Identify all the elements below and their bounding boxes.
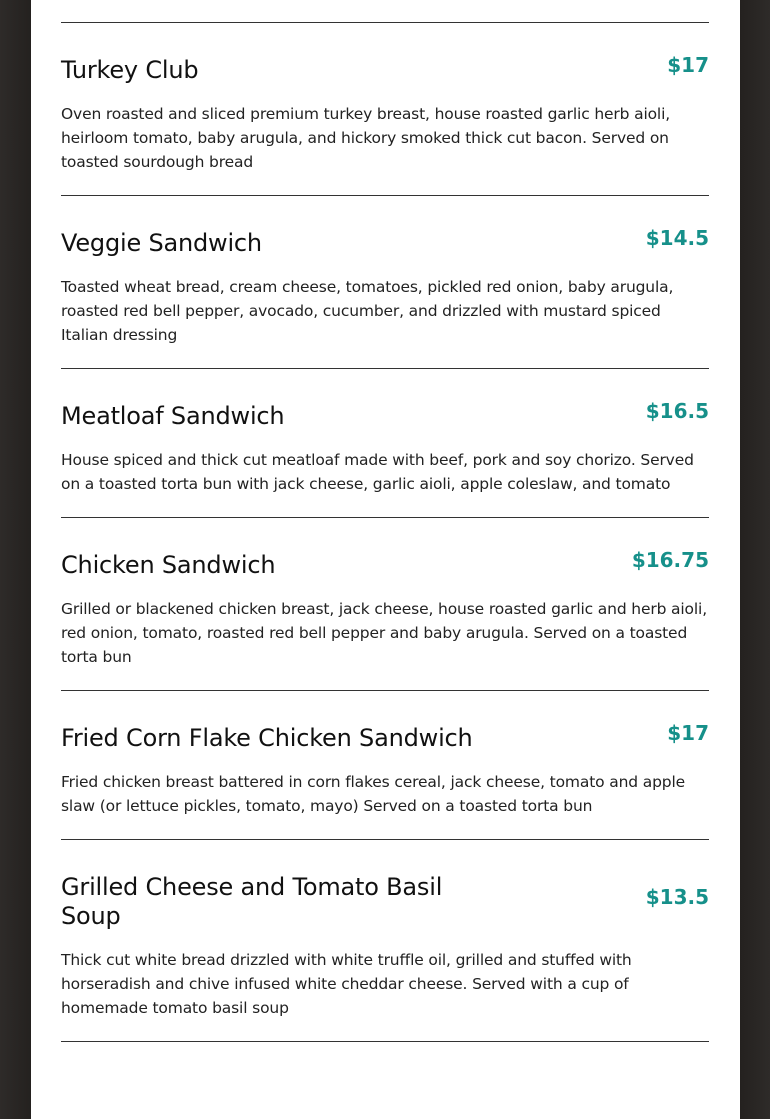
menu-item-name: Fried Corn Flake Chicken Sandwich — [61, 724, 473, 752]
menu-item-description: Oven roasted and sliced premium turkey breast, house roasted garlic herb aioli, heirloom tomato, baby arugula, and hickory smoked thick cut bacon. Served on toasted sourdough bread — [61, 105, 671, 171]
menu-item — [61, 369, 709, 518]
menu-item-header — [61, 873, 709, 931]
menu-item-description: House spiced and thick cut meatloaf made with beef, pork and soy chorizo. Served on a toasted torta bun with jack cheese, garlic aioli, apple coleslaw, and tomato — [61, 451, 694, 493]
menu-item-price: $16.75 — [631, 548, 709, 572]
menu-item-header — [61, 53, 709, 85]
menu-item-description: Grilled or blackened chicken breast, jack cheese, house roasted garlic and herb aioli, red onion, tomato, roasted red bell pepper and baby arugula. Served on a toasted torta bun — [61, 600, 707, 666]
menu-item-header — [61, 721, 709, 753]
menu-item-price: $14.5 — [645, 226, 709, 250]
menu-item-next — [61, 1042, 709, 1075]
menu-item — [61, 196, 709, 369]
menu-item-name: Grilled Cheese and Tomato Basil Soup — [61, 873, 443, 930]
menu-item-name: Veggie Sandwich — [61, 229, 262, 257]
menu-item — [61, 518, 709, 691]
menu-item-header — [61, 548, 709, 580]
menu-item — [61, 691, 709, 840]
right-frame — [740, 0, 770, 1119]
menu-item-price: $17 — [667, 721, 709, 745]
menu-item — [61, 840, 709, 1042]
menu-list — [61, 0, 709, 1075]
menu-panel[interactable] — [31, 0, 740, 1119]
menu-divider-top — [61, 0, 709, 23]
menu-item-price: $13.5 — [645, 885, 709, 909]
menu-item-header — [61, 399, 709, 431]
menu-item-description: Fried chicken breast battered in corn flakes cereal, jack cheese, tomato and apple slaw (or lettuce pickles, tomato, mayo) Served on a toasted torta bun — [61, 773, 685, 815]
left-frame — [0, 0, 31, 1119]
menu-item-header — [61, 226, 709, 258]
menu-item-name: Chicken Sandwich — [61, 551, 276, 579]
menu-item-name: Meatloaf Sandwich — [61, 402, 285, 430]
menu-item-price: $17 — [667, 53, 709, 77]
menu-item — [61, 23, 709, 196]
menu-item-description: Toasted wheat bread, cream cheese, tomatoes, pickled red onion, baby arugula, roasted red bell pepper, avocado, cucumber, and drizzled with mustard spiced Italian dressing — [61, 278, 674, 344]
menu-item-price: $16.5 — [645, 399, 709, 423]
menu-item-name: Turkey Club — [61, 56, 199, 84]
menu-item-description: Thick cut white bread drizzled with white truffle oil, grilled and stuffed with horseradish and chive infused white cheddar cheese. Served with a cup of homemade tomato basil soup — [61, 951, 632, 1017]
